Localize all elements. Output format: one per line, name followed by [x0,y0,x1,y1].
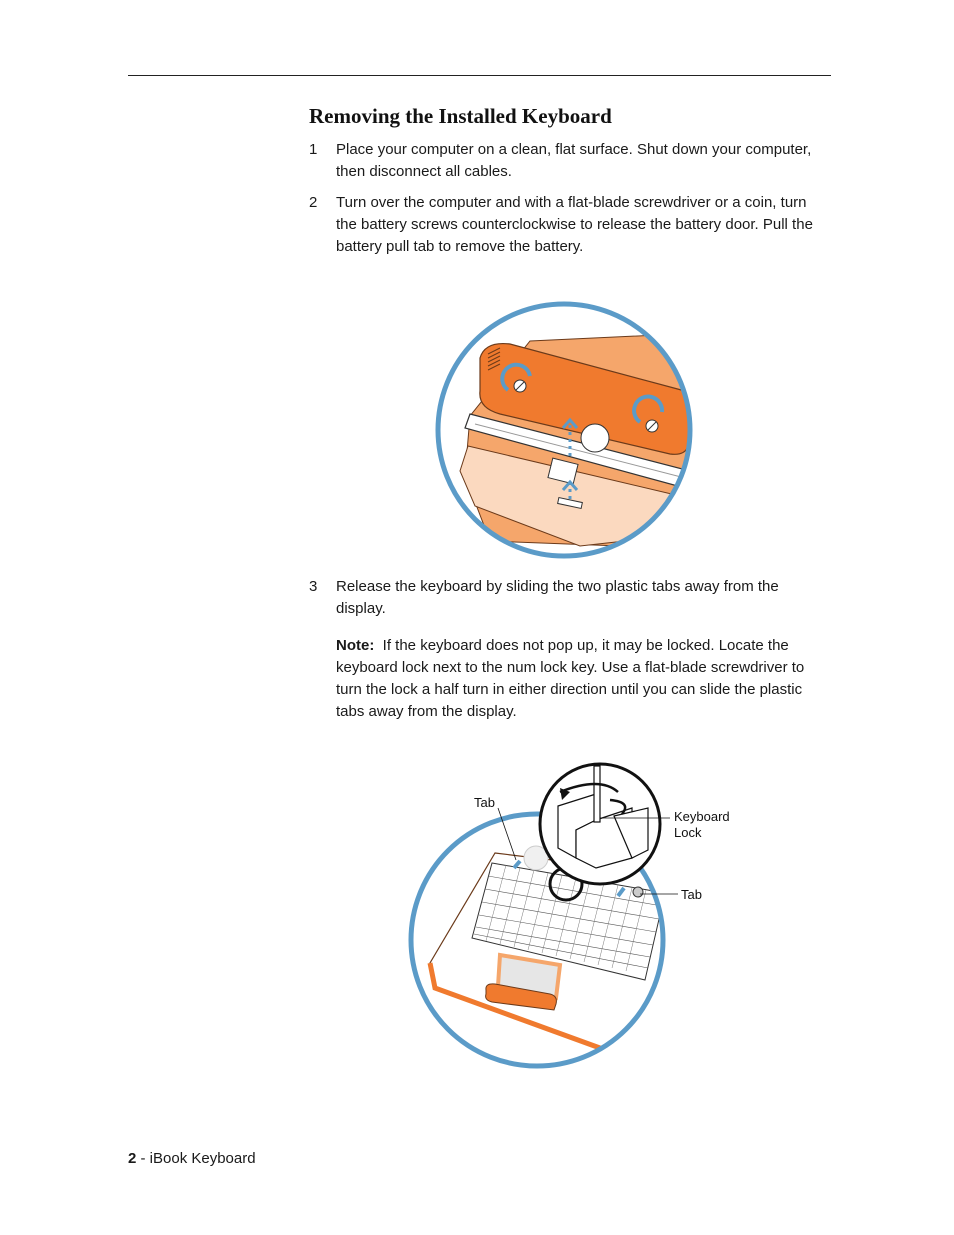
note [336,635,831,723]
keyboard-release-illustration [400,758,700,1073]
step-2 [309,192,831,258]
section-title: Removing the Installed Keyboard [309,104,612,128]
step-text: Turn over the computer and with a flat-blade screwdriver or a coin, turn the battery screws counterclockwise to release the battery door. Pull the battery pull tab to remove the battery. [336,194,813,255]
step-1 [309,139,831,183]
note-label: Note: [336,637,375,654]
step-number: 2 [309,194,318,211]
step-number: 3 [309,578,318,595]
step-3 [309,576,831,620]
battery-removal-illustration [430,296,700,566]
step-text: Release the keyboard by sliding the two plastic tabs away from the display. [336,578,779,617]
page-footer [128,1150,256,1167]
callout-keyboard-lock-line2: Lock [674,825,702,840]
step-number: 1 [309,141,318,158]
callout-tab-right: Tab [681,887,702,902]
callout-keyboard-lock [674,809,730,841]
callout-tab-left: Tab [474,795,495,810]
footer-title: - iBook Keyboard [136,1150,256,1167]
page-number: 2 [128,1150,137,1167]
header-rule [128,75,831,76]
step-text: Place your computer on a clean, flat surface. Shut down your computer, then disconnect all cables. [336,141,812,180]
callout-keyboard-lock-line1: Keyboard [674,809,730,824]
note-text: If the keyboard does not pop up, it may be locked. Locate the keyboard lock next to the num lock key. Use a flat-blade screwdriver to turn the lock a half turn in either direction until you can slide the plastic tabs away from the display. [336,637,805,720]
